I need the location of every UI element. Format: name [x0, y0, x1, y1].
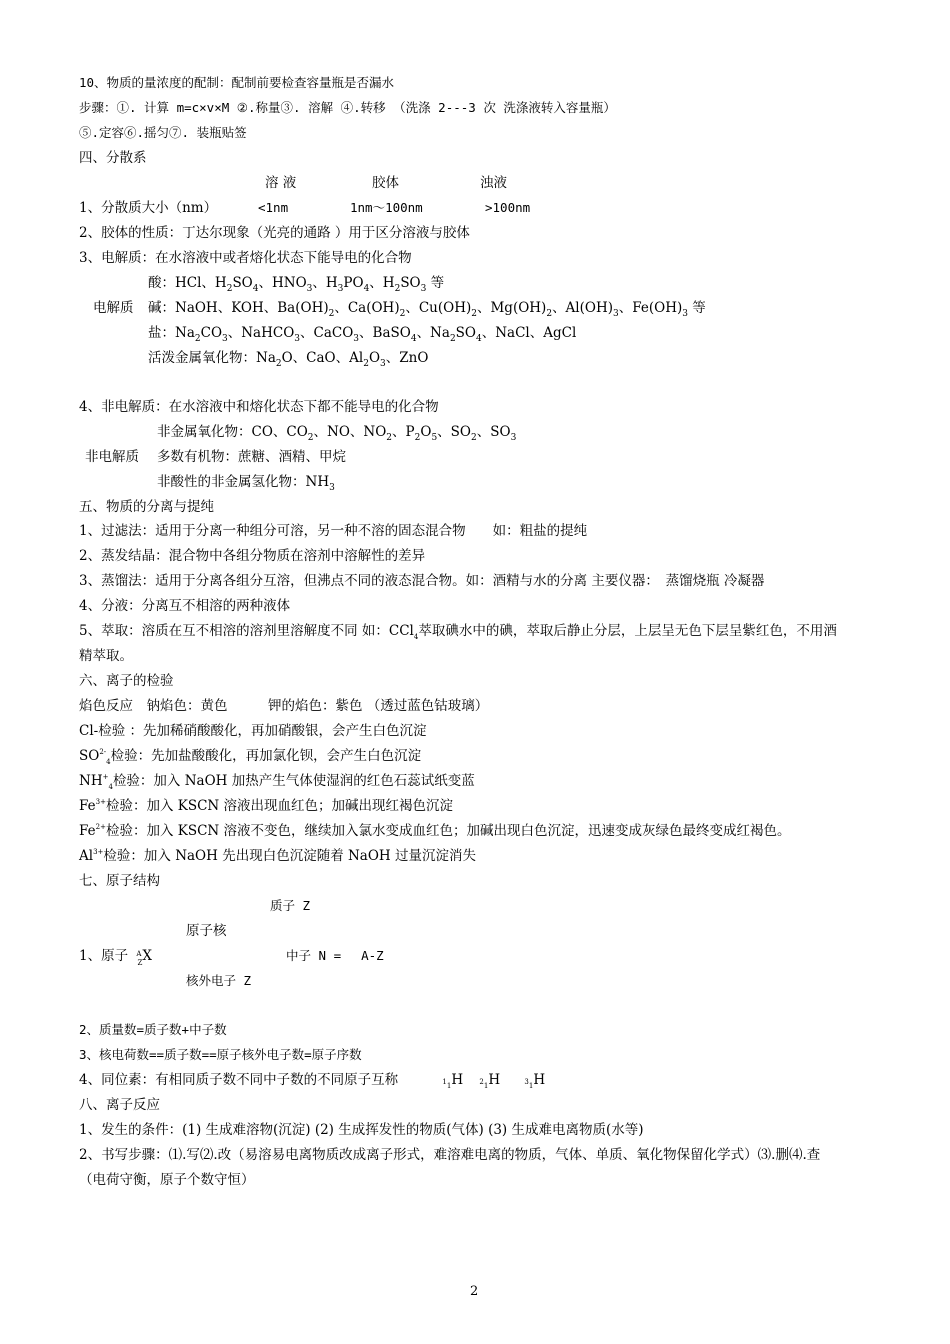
- al3-desc: 检验：加入 NaOH 先出现白色沉淀随着 NaOH 过量沉淀消失: [103, 848, 476, 864]
- heading-ion-test: 六、离子的检验: [79, 673, 174, 689]
- salt-line: 盐：$Na_2CO_3$、NaHCO$_3$、CaCO$_3$、BaSO$_4$、$Na_2SO_4$、NaCl、AgCl: [148, 325, 577, 344]
- line-al3-test: $Al^{3+}$检验：加入 NaOH 先出现白色沉淀随着 NaOH 过量沉淀消失: [79, 848, 476, 864]
- line-conditions: 1、发生的条件：(1) 生成难溶物(沉淀) (2) 生成挥发性的物质(气体) (3) 生成难电离物质(水等): [79, 1122, 644, 1138]
- proton-line: 质子 Z: [270, 898, 311, 913]
- size-solution: <1nm: [258, 200, 289, 215]
- electrolyte-label: 电解质: [93, 300, 134, 316]
- line-filter: 1、过滤法：适用于分离一种组分可溶，另一种不溶的固态混合物 如：粗盐的提纯: [79, 523, 588, 539]
- hydride-line: 非酸性的非金属氢化物：$NH_3$: [157, 474, 335, 493]
- neutron-line: 中子 N = A-Z: [286, 948, 384, 963]
- col-solution: 溶 液: [265, 175, 297, 191]
- line-colloid: 2、胶体的性质：丁达尔现象（光亮的通路 ）用于区分溶液与胶体: [79, 225, 470, 241]
- size-label: 1、分散质大小（nm）: [79, 200, 218, 216]
- extraction-part-b: 萃取碘水中的碘，萃取后静止分层，上层呈无色下层呈紫红色，不用酒: [418, 623, 837, 639]
- isotope-text: 4、同位素：有相同质子数不同中子数的不同原子互称: [79, 1072, 399, 1088]
- fe2-ion: Fe: [79, 823, 96, 839]
- heading-dispersion: 四、分散系: [79, 150, 147, 166]
- nonmetal-oxide-line: 非金属氧化物：CO、$CO_2$、NO、$NO_2$、$P_2O_5$、$SO_2$、$SO_3$: [157, 424, 517, 443]
- line-distillation: 3、蒸馏法：适用于分离各组分互溶，但沸点不同的液态混合物。如：酒精与水的分离 主要仪器： 蒸馏烧瓶 冷凝器: [79, 573, 765, 589]
- line-nuclear-charge: 3、核电荷数==质子数==原子核外电子数=原子序数: [79, 1047, 362, 1062]
- line-extraction-cont: 精萃取。: [79, 648, 133, 664]
- line-electrolyte: 3、电解质：在水溶液中或者熔化状态下能导电的化合物: [79, 250, 412, 266]
- line-steps-cont: ⑤.定容⑥.摇匀⑦. 装瓶贴签: [79, 125, 247, 140]
- nucleus-label: 原子核: [186, 923, 227, 939]
- salt-prefix: 盐：: [148, 325, 175, 341]
- line-fe2-test: $Fe^{2+}$检验：加入 KSCN 溶液不变色，继续加入氯水变成血红色；加碱出现白色沉淀，迅速变成灰绿色最终变成红褐色。: [79, 823, 791, 839]
- al3-ion: Al: [79, 848, 94, 864]
- metal-oxide-prefix: 活泼金属氧化物：: [148, 350, 256, 366]
- line-writing-steps: 2、书写步骤：⑴.写⑵.改（易溶易电离物质改成离子形式，难溶难电离的物质，气体、单质、氧化物保留化学式）⑶.删⑷.查: [79, 1147, 821, 1163]
- electron-line: 核外电子 Z: [186, 973, 252, 988]
- hydride-prefix: 非酸性的非金属氢化物：: [157, 474, 306, 490]
- page-number: 2: [470, 1284, 479, 1299]
- size-suspension: >100nm: [485, 200, 531, 215]
- line-writing-steps-cont: （电荷守衡，原子个数守恒）: [79, 1172, 255, 1188]
- line-evaporation: 2、蒸发结晶：混合物中各组分物质在溶剂中溶解性的差异: [79, 548, 426, 564]
- acid-line: 酸：HCl、$H_2SO_4$、$HNO_3$、$H_3PO_4$、$H_2SO_3$ 等: [148, 275, 445, 294]
- fe3-ion: Fe: [79, 798, 96, 814]
- nonmetal-oxide-prefix: 非金属氧化物：: [157, 424, 252, 440]
- nh4-ion: NH: [79, 773, 103, 789]
- fe3-desc: 检验：加入 KSCN 溶液出现血红色；加碱出现红褐色沉淀: [105, 798, 454, 814]
- heading-separation: 五、物质的分离与提纯: [79, 499, 214, 515]
- line-cl-test: Cl-检验 ：先加稀硝酸酸化，再加硝酸银，会产生白色沉淀: [79, 723, 427, 739]
- line-nh4-test: $NH^+_4$检验：加入 NaOH 加热产生气体使湿润的红色石蕊试纸变蓝: [79, 773, 475, 791]
- fe2-desc: 检验：加入 KSCN 溶液不变色，继续加入氯水变成血红色；加碱出现白色沉淀，迅速变成灰绿色最终变成红褐色。: [105, 823, 791, 839]
- col-colloid: 胶体: [372, 175, 399, 191]
- base-line: 碱：NaOH、KOH、$Ba(OH)_2$、$Ca(OH)_2$、$Cu(OH)_2$、$Mg(OH)_2$、$Al(OH)_3$、$Fe(OH)_3$ 等: [148, 300, 706, 319]
- line-mass-number: 2、质量数=质子数+中子数: [79, 1022, 227, 1037]
- line-fe3-test: $Fe^{3+}$检验：加入 KSCN 溶液出现血红色；加碱出现红褐色沉淀: [79, 798, 454, 814]
- line-separatory: 4、分液：分离互不相溶的两种液体: [79, 598, 291, 614]
- atom-prefix: 1、原子: [79, 948, 129, 964]
- so4-ion: SO: [79, 748, 100, 764]
- nonelectrolyte-label: 非电解质: [85, 449, 139, 465]
- line-nonelectrolyte: 4、非电解质：在水溶液中和熔化状态下都不能导电的化合物: [79, 399, 439, 415]
- base-prefix: 碱：: [148, 300, 175, 316]
- size-colloid: 1nm～100nm: [350, 200, 423, 215]
- col-suspension: 浊液: [480, 175, 507, 191]
- atom-line: 1、原子 $^A_Z$X: [79, 948, 152, 967]
- line-steps: 步骤：①. 计算 m=c×v×M ②.称量③. 溶解 ④.转移 （洗涤 2---3 次 洗涤液转入容量瓶）: [79, 100, 616, 115]
- heading-ion-reaction: 八、离子反应: [79, 1097, 160, 1113]
- line-concentration-title: 10、物质的量浓度的配制：配制前要检查容量瓶是否漏水: [79, 75, 395, 90]
- acid-prefix: 酸：: [148, 275, 175, 291]
- extraction-part-a: 5、萃取：溶质在互不相溶的溶剂里溶解度不同 如：CCl: [79, 623, 414, 639]
- line-extraction: 5、萃取：溶质在互不相溶的溶剂里溶解度不同 如：CCl$_4$萃取碘水中的碘，萃取后静止分层，上层呈无色下层呈紫红色，不用酒: [79, 623, 837, 641]
- line-so4-test: $SO^{2-}_4$检验：先加盐酸酸化，再加氯化钡，会产生白色沉淀: [79, 748, 422, 766]
- nh4-desc: 检验：加入 NaOH 加热产生气体使湿润的红色石蕊试纸变蓝: [112, 773, 475, 789]
- heading-atom: 七、原子结构: [79, 873, 160, 889]
- so4-desc: 检验：先加盐酸酸化，再加氯化钡，会产生白色沉淀: [110, 748, 422, 764]
- line-isotope: 4、同位素：有相同质子数不同中子数的不同原子互称 $1_1H$ $2_1H$ $3_1H$: [79, 1072, 546, 1090]
- organic-line: 多数有机物：蔗糖、酒精、甲烷: [157, 449, 346, 465]
- metal-oxide-line: 活泼金属氧化物：$Na_2O$、CaO、$Al_2O_3$、ZnO: [148, 350, 429, 369]
- line-flame: 焰色反应 钠焰色：黄色 钾的焰色：紫色 （透过蓝色钴玻璃）: [79, 698, 489, 714]
